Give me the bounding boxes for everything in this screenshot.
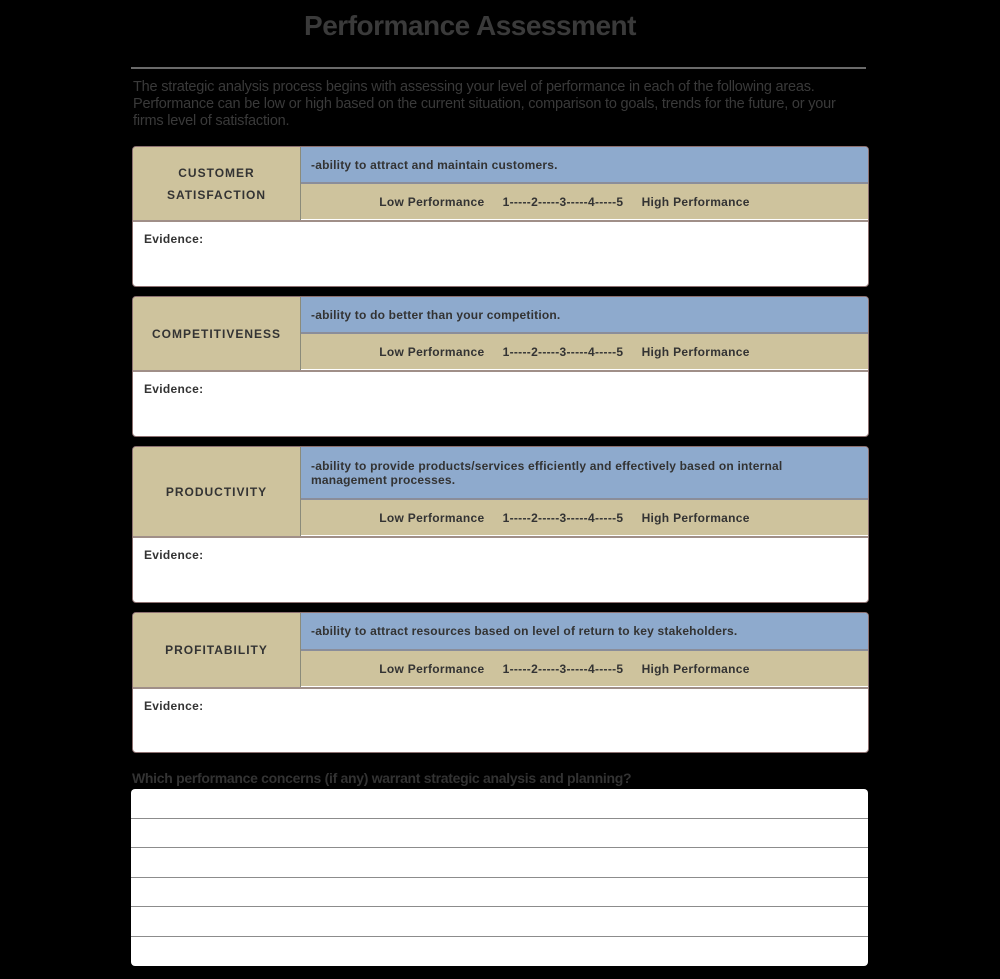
rating-range[interactable]: 1-----2-----3-----4-----5 [502, 661, 624, 676]
area-profitability [132, 612, 869, 753]
evidence-field[interactable] [133, 222, 868, 256]
area-description: -ability to attract and maintain customers. [301, 147, 868, 184]
high-label: High Performance [641, 194, 750, 209]
high-label: High Performance [641, 510, 750, 525]
rating-range[interactable]: 1-----2-----3-----4-----5 [502, 510, 624, 525]
rating-scale[interactable] [301, 334, 868, 369]
rating-scale[interactable] [301, 500, 868, 535]
area-name: PROFITABILITY [133, 613, 301, 687]
low-label: Low Performance [379, 194, 485, 209]
answer-line[interactable] [131, 937, 868, 967]
area-description: -ability to provide products/services efficiently and effectively based on internal management processes. [301, 447, 868, 500]
area-productivity [132, 446, 869, 603]
high-label: High Performance [641, 344, 750, 359]
answer-line[interactable] [131, 907, 868, 937]
answer-line[interactable] [131, 819, 868, 849]
area-customer-satisfaction [132, 146, 869, 287]
concerns-question: Which performance concerns (if any) warrant strategic analysis and planning? [132, 770, 632, 786]
evidence-field[interactable] [133, 689, 868, 723]
evidence-label: Evidence: [144, 699, 204, 713]
evidence-field[interactable] [133, 538, 868, 572]
evidence-label: Evidence: [144, 548, 204, 562]
evidence-label: Evidence: [144, 382, 204, 396]
area-description: -ability to do better than your competition. [301, 297, 868, 334]
rating-range[interactable]: 1-----2-----3-----4-----5 [502, 344, 624, 359]
rating-scale[interactable] [301, 651, 868, 686]
low-label: Low Performance [379, 344, 485, 359]
evidence-field[interactable] [133, 372, 868, 406]
area-name: PRODUCTIVITY [133, 447, 301, 536]
rating-range[interactable]: 1-----2-----3-----4-----5 [502, 194, 624, 209]
answer-line[interactable] [131, 878, 868, 908]
concerns-answer-area[interactable] [131, 789, 868, 966]
low-label: Low Performance [379, 661, 485, 676]
area-competitiveness [132, 296, 869, 437]
low-label: Low Performance [379, 510, 485, 525]
evidence-label: Evidence: [144, 232, 204, 246]
page-title: Performance Assessment [304, 10, 636, 41]
area-description: -ability to attract resources based on level of return to key stakeholders. [301, 613, 868, 651]
area-name: CUSTOMER SATISFACTION [133, 147, 301, 220]
area-name: COMPETITIVENESS [133, 297, 301, 370]
answer-line[interactable] [131, 848, 868, 878]
high-label: High Performance [641, 661, 750, 676]
answer-line[interactable] [131, 789, 868, 819]
rating-scale[interactable] [301, 184, 868, 219]
title-divider [131, 67, 866, 69]
intro-text: The strategic analysis process begins with assessing your level of performance in each of the following areas. Performance can be low or high based on the current situation, comparison to goals, trends for the future, or your firms level of satisfaction. [133, 79, 836, 129]
